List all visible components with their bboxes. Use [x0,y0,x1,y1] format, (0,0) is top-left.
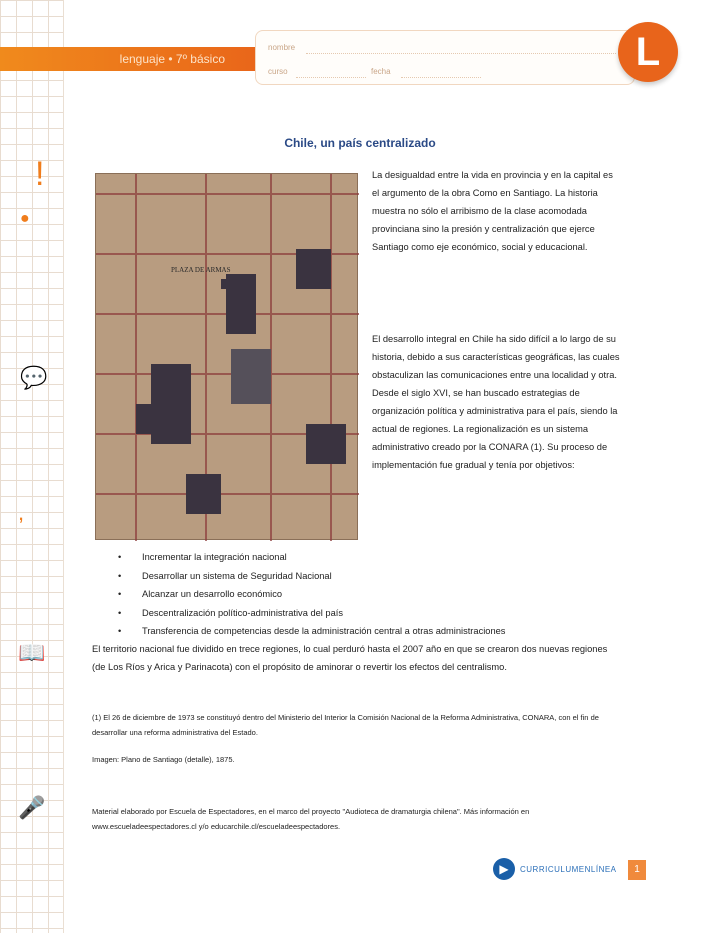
list-item: • Desarrollar un sistema de Seguridad Nacional [118,567,505,586]
list-item: • Descentralización político-administrativa del país [118,604,505,623]
logo-text: CURRICULUMENLÍNEA [520,864,617,874]
play-icon: ▶ [493,858,515,880]
intro-paragraph: La desigualdad entre la vida en provincia y en la capital es el argumento de la obra Como en Santiago. La historia muestra no sólo el arribismo de la clase acomodada provinciana sino la presión y centralización que ejerce Santiago como eje económico, social y educacional. [372,170,613,252]
page-title: Chile, un país centralizado [284,136,436,150]
drop-icon: ● [20,210,30,227]
comma-icon: , [18,500,25,525]
exclamation-icon: ! [35,155,45,193]
nombre-field[interactable] [306,53,616,54]
curso-label: curso [268,67,288,76]
speech-bubble-icon: 💬 [20,365,48,390]
curriculum-logo[interactable] [493,858,617,880]
fecha-label: fecha [371,67,391,76]
image-credit: Imagen: Plano de Santiago (detalle), 1875. [92,755,235,764]
santiago-map-image [95,173,358,540]
fecha-field[interactable] [401,77,481,78]
subject-band: lenguaje • 7º básico [0,47,255,71]
list-item: • Alcanzar un desarrollo económico [118,585,505,604]
territory-paragraph: El territorio nacional fue dividido en trece regiones, lo cual perduró hasta el 2007 año en que se crearon dos nuevas regiones (de Los Ríos y Arica y Parinacota) con el propósito de aminorar o revertir los efectos del centralismo. [92,644,608,672]
nombre-label: nombre [268,43,296,52]
credits: Material elaborado por Escuela de Espectadores, en el marco del proyecto "Audioteca de dramaturgia chilena". Más información en www.escueladeespectadores.cl y/o educarchile.cl/escueladeespectadores. [92,807,530,831]
objectives-list [118,548,505,641]
curso-field[interactable] [296,77,366,78]
microphone-icon: 🎤 [18,795,46,820]
page-number: 1 [628,860,646,880]
margin-grid [0,0,64,933]
subject-badge: L [618,22,678,82]
map-label: PLAZA DE ARMAS [171,266,231,274]
list-item: • Incrementar la integración nacional [118,548,505,567]
regionalization-paragraph: El desarrollo integral en Chile ha sido difícil a lo largo de su historia, debido a sus características geográficas, las cuales obstaculizan las comunicaciones entre una localidad y otra. Desde el siglo XVI, se han buscado estrategias de organización política y administrativa para el país, siendo la actual de regiones. La regionalización es un sistema administrativo creado por la CONARA (1). Su proceso de implementación fue gradual y tenía por objetivos: [372,334,620,470]
book-icon: 📖 [18,640,46,665]
list-item: • Transferencia de competencias desde la administración central a otras administraciones [118,622,505,641]
student-info-box [255,30,635,85]
footnote: (1) El 26 de diciembre de 1973 se constituyó dentro del Ministerio del Interior la Comisión Nacional de la Reforma Administrativa, CONARA, con el fin de desarrollar una reforma administrativa del Estado. [92,713,599,737]
